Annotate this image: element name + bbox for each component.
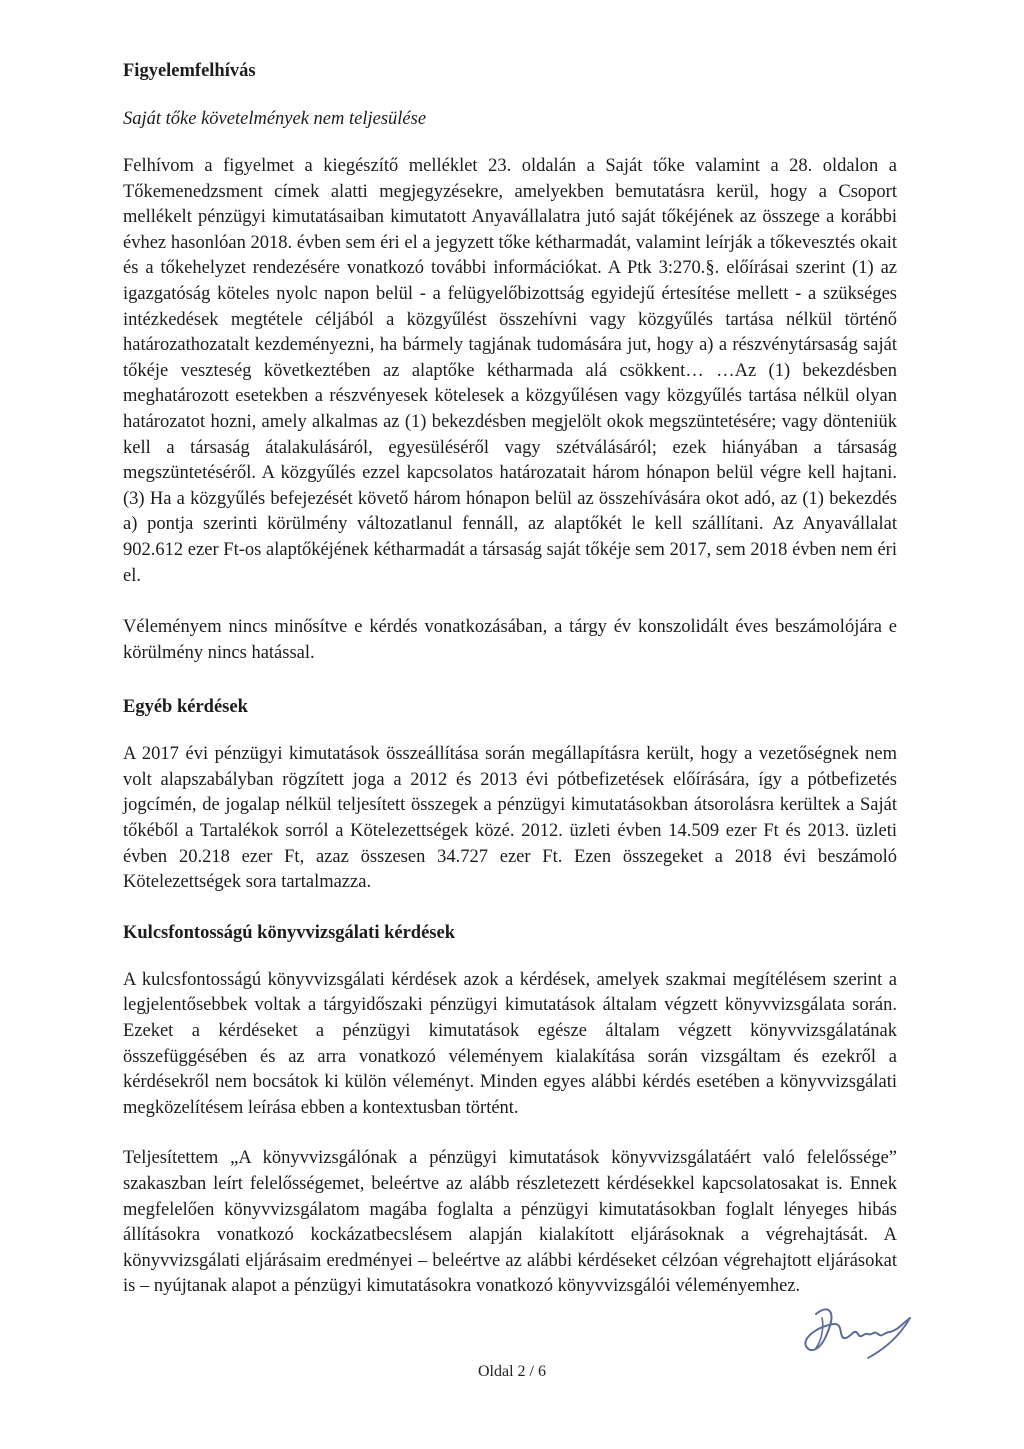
section-heading-other: Egyéb kérdések xyxy=(123,697,248,718)
key-audit-paragraph-1: A kulcsfontosságú könyvvizsgálati kérdések azok a kérdések, amelyek szakmai megítélésem szerint a legjelentősebbek voltak a tárgyidőszaki pénzügyi kimutatások általam végzett könyvvizsgálata során. Ezeket a kérdéseket a pénzügyi kimutatások egésze általam végzett könyvvizsgálatának összefüggésében és az arra vonatkozó véleményem kialakítása során vizsgáltam és ezekről a kérdésekről nem bocsátok ki külön véleményt. Minden egyes alábbi kérdés esetében a könyvvizsgálati megközelítésem leírása ebben a kontextusban történt. xyxy=(123,969,897,1118)
section-subtitle: Saját tőke követelmények nem teljesülése xyxy=(123,109,427,129)
section-heading-key-audit: Kulcsfontosságú könyvvizsgálati kérdések xyxy=(123,922,456,943)
page-number: Oldal 2 / 6 xyxy=(478,1363,546,1380)
key-audit-paragraph-2: Teljesítettem „A könyvvizsgálónak a pénzügyi kimutatások könyvvizsgálatáért való felelőssége” szakaszban leírt felelősségemet, beleértve az alább részletezett kérdésekkel kapcsolatosakat is. Ennek megfelelően könyvvizsgálatom magába foglalta a pénzügyi kimutatásokban foglalt lényeges hibás állításokra vonatkozó kockázatbecslésem alapján kialakított eljárásoknak a végrehajtását. A könyvvizsgálati eljárásaim eredményei – beleértve az alábbi kérdéseket célzóan végrehajtott eljárásokat is – nyújtanak alapot a pénzügyi kimutatásokra vonatkozó könyvvizsgálói véleményemhez. xyxy=(123,1148,897,1297)
section-heading-notice: Figyelemfelhívás xyxy=(123,61,256,81)
document-body xyxy=(123,58,897,1300)
handwritten-signature xyxy=(798,1296,928,1366)
notice-paragraph-1: Felhívom a figyelmet a kiegészítő melléklet 23. oldalán a Saját tőke valamint a 28. oldalon a Tőkemenedzsment címek alatti megjegyzésekre, amelyekben bemutatásra kerül, hogy a Csoport mellékelt pénzügyi kimutatásaiban kimutatott Anyavállalatra jutó saját tőkéjének az összege a korábbi évhez hasonlóan 2018. évben sem éri el a jegyzett tőke kétharmadát, valamint leírják a tőkevesztés okait és a tőkehelyzet rendezésére vonatkozó további információkat. A Ptk 3:270.§. előírásai szerint (1) az igazgatóság köteles nyolc napon belül - a felügyelőbizottság egyidejű értesítése mellett - a szükséges intézkedések megtétele céljából a közgyűlést összehívni vagy közgyűlés tartása nélkül történő határozathozatalt kezdeményezni, ha bármely tagjának tudomására jut, hogy a) a részvénytársaság saját tőkéje veszteség következtében az alaptőke kétharmada alá csökkent… …Az (1) bekezdésben meghatározott esetekben a részvényesek kötelesek a közgyűlésen vagy közgyűlés tartása nélkül olyan határozatot hozni, amely alkalmas az (1) bekezdésben megjelölt okok megszüntetésére; vagy dönteniük kell a társaság átalakulásáról, egyesüléséről vagy szétválásáról; ezek hiányában a társaság megszüntetéséről. A közgyűlés ezzel kapcsolatos határozatait három hónapon belül végre kell hajtani. (3) Ha a közgyűlés befejezését követő három hónapon belül az összehívására okot adó, az (1) bekezdés a) pontja szerinti körülmény változatlanul fennáll, az alaptőkét le kell szállítani. Az Anyavállalat 902.612 ezer Ft-os alaptőkéjének kétharmadát a társaság saját tőkéje sem 2017, sem 2018 évben nem éri el. xyxy=(123,156,897,586)
other-paragraph: A 2017 évi pénzügyi kimutatások összeállítása során megállapításra került, hogy a vezetőségnek nem volt alapszabályban rögzített joga a 2012 és 2013 évi pótbefizetések előírására, így a pótbefizetés jogcímén, de jogalap nélkül teljesített összegek a pénzügyi kimutatásokban átsorolásra kerültek a Saját tőkéből a Tartalékok sorról a Kötelezettségek közé. 2012. üzleti évben 14.509 ezer Ft és 2013. üzleti évben 20.218 ezer Ft, azaz összesen 34.727 ezer Ft. Ezen összegeket a 2018 évi beszámoló Kötelezettségek sora tartalmazza. xyxy=(123,744,897,893)
notice-paragraph-2: Véleményem nincs minősítve e kérdés vonatkozásában, a tárgy év konszolidált éves beszámolójára e körülmény nincs hatással. xyxy=(123,617,897,663)
